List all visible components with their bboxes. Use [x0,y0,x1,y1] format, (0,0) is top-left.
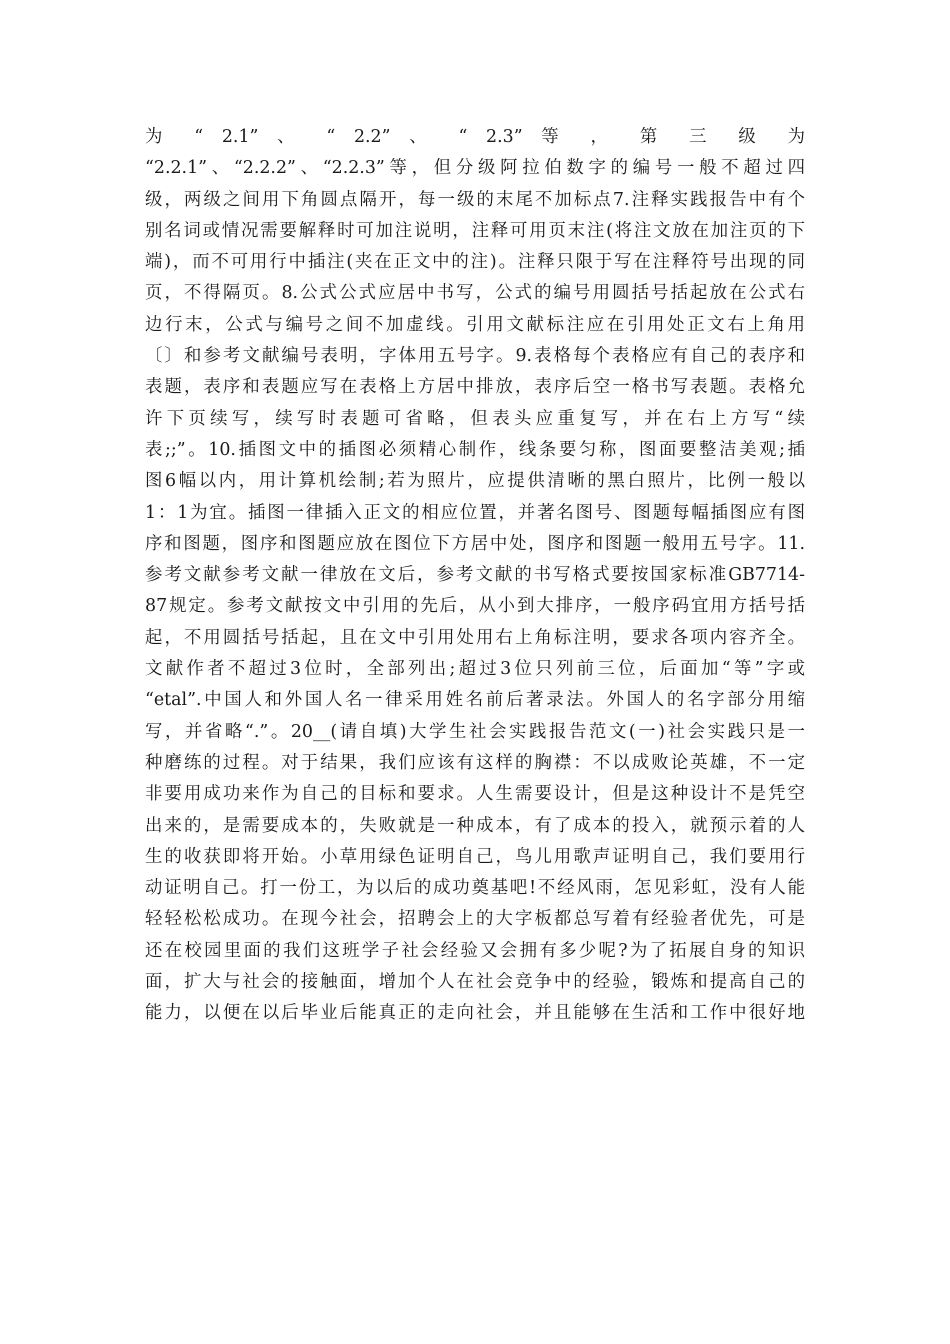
text-line: 种磨练的过程。对于结果，我们应该有这样的胸襟：不以成败论英雄，不一定 [145,752,805,773]
text-line: 还在校园里面的我们这班学子社会经验又会拥有多少呢?为了拓展自身的知识 [145,940,805,961]
text-line: “2.2.1”、“2.2.2”、“2.2.3”等，但分级阿拉伯数字的编号一般不超过四 [145,158,805,179]
text-line: 起，不用圆括号括起，且在文中引用处用右上角标注明，要求各项内容齐全。 [145,627,805,648]
text-line: 页，不得隔页。8.公式公式应居中书写，公式的编号用圆括号括起放在公式右 [145,283,805,304]
text-line: 写，并省略“.”。20__(请自填)大学生社会实践报告范文(一)社会实践只是一 [145,721,805,742]
text-line: 别名词或情况需要解释时可加注说明，注释可用页末注(将注文放在加注页的下 [145,220,805,241]
text-line: 文献作者不超过3位时，全部列出;超过3位只列前三位，后面加“等”字或 [145,659,805,680]
text-line: 许下页续写，续写时表题可省略，但表头应重复写，并在右上方写“续 [145,408,805,429]
text-line: 生的收获即将开始。小草用绿色证明自己，鸟儿用歌声证明自己，我们要用行 [145,846,805,867]
text-line: 边行末，公式与编号之间不加虚线。引用文献标注应在引用处正文右上角用 [145,314,805,335]
text-line: 表;;”。10.插图文中的插图必须精心制作，线条要匀称，图面要整洁美观;插 [145,439,805,460]
text-line: 1：1为宜。插图一律插入正文的相应位置，并著名图号、图题每幅插图应有图 [145,502,805,523]
text-line: 能力，以便在以后毕业后能真正的走向社会，并且能够在生活和工作中很好地 [145,1003,805,1024]
text-line: 为 “ 2.1” 、 “ 2.2” 、 “ 2.3” 等 ， 第 三 级 为 [145,127,805,147]
text-line: “etal”.中国人和外国人名一律采用姓名前后著录法。外国人的名字部分用缩 [145,690,805,711]
text-line: 〔〕和参考文献编号表明，字体用五号字。9.表格每个表格应有自己的表序和 [145,346,805,367]
text-line: 非要用成功来作为自己的目标和要求。人生需要设计，但是这种设计不是凭空 [145,784,805,805]
text-line: 端)，而不可用行中插注(夹在正文中的注)。注释只限于写在注释符号出现的同 [145,252,805,273]
text-line: 图6幅以内，用计算机绘制;若为照片，应提供清晰的黑白照片，比例一般以 [145,471,805,492]
body-text [145,122,805,1030]
text-line: 轻轻松松成功。在现今社会，招聘会上的大字板都总写着有经验者优先，可是 [145,909,805,930]
text-line: 动证明自己。打一份工，为以后的成功奠基吧!不经风雨，怎见彩虹，没有人能 [145,878,805,899]
text-line: 级，两级之间用下角圆点隔开，每一级的末尾不加标点7.注释实践报告中有个 [145,189,805,210]
text-line: 序和图题，图序和图题应放在图位下方居中处，图序和图题一般用五号字。11. [145,533,805,554]
text-line: 87规定。参考文献按文中引用的先后，从小到大排序，一般序码宜用方括号括 [145,596,805,617]
text-line: 面，扩大与社会的接触面，增加个人在社会竞争中的经验，锻炼和提高自己的 [145,972,805,993]
text-line: 出来的，是需要成本的，失败就是一种成本，有了成本的投入，就预示着的人 [145,815,805,836]
text-line: 参考文献参考文献一律放在文后，参考文献的书写格式要按国家标准GB7714- [145,565,805,586]
text-line: 表题，表序和表题应写在表格上方居中排放，表序后空一格书写表题。表格允 [145,377,805,398]
